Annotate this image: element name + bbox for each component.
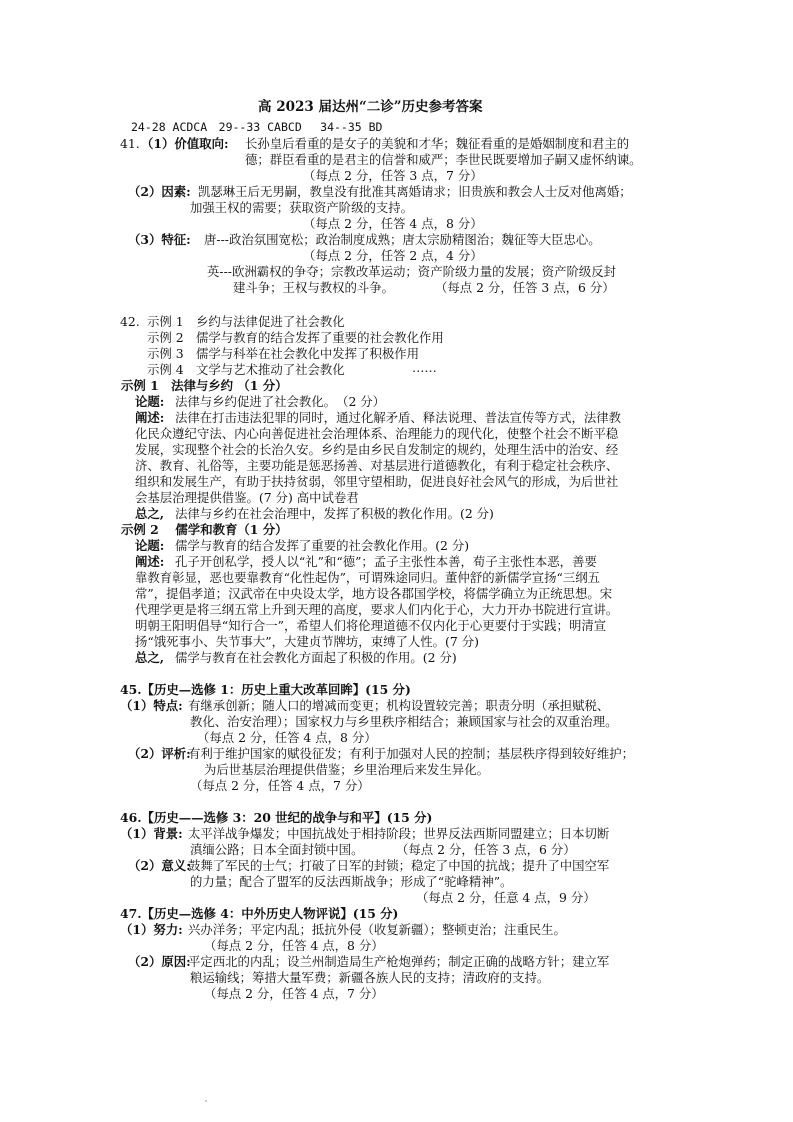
q42-example-3: 示例 3 儒学与科举在社会教化中发挥了积极作用	[147, 346, 420, 361]
q42-sample1-thesis: 法律与乡约促进了社会教化。 （2 分）	[175, 394, 386, 409]
q45-p2-score: （每点 2 分，任答 4 点，7 分）	[190, 778, 370, 793]
q41-p3-score2: （每点 2 分，任答 3 点，6 分）	[435, 280, 615, 295]
q41-p2-line2: 加强王权的需要；获取资产阶级的支持。	[190, 200, 414, 215]
q45-p2-line1: 有利于维护国家的赋役征发；有利于加强对人民的控制；基层秩序得到较好维护；	[188, 746, 635, 761]
q42-sample1-heading: 示例 1 法律与乡约 （1 分）	[121, 378, 288, 393]
q45-heading: 45.【历史—选修 1：历史上重大改革回眸】(15 分)	[120, 682, 411, 697]
q42-sample1-line4: 济、教育、礼俗等，主要功能是惩恶扬善、对基层进行道德教化，有利于稳定社会秩序、	[135, 458, 619, 473]
q41-p1-line1: 长孙皇后看重的是女子的美貌和才华；魏征看重的是婚姻制度和君主的	[245, 136, 630, 151]
q47-p1-label: （1）努力:	[120, 922, 183, 937]
q46-heading: 46.【历史——选修 3：20 世纪的战争与和平】(15 分)	[120, 810, 433, 825]
q47-p2-line1: 平定西北的内乱；设兰州制造局生产枪炮弹药；制定正确的战略方针；建立军	[188, 954, 610, 969]
q42-sample2-line2: 靠教育彰显，恶也要靠教育“化性起伪”，可谓殊途同归。董仲舒的新儒学宣扬“三纲五	[135, 570, 601, 585]
q46-p2-line1: 鼓舞了军民的士气；打破了日军的封锁；稳定了中国的抗战；提升了中国空军	[188, 858, 610, 873]
q42-sample2-thesis: 儒学与教育的结合发挥了重要的社会教化作用。(2 分)	[175, 538, 470, 553]
q42-sample2-thesis-label: 论题:	[135, 538, 165, 553]
q46-p2-label: （2）意义:	[128, 858, 191, 873]
q41-p3-label: （3）特征:	[128, 232, 191, 247]
q41-p2-label: （2）因素:	[128, 184, 191, 199]
q42-sample1-arg-label: 阐述:	[135, 410, 165, 425]
q42-number: 42.	[120, 314, 140, 329]
q41-p2-score: （每点 2 分，任答 4 点，8 分）	[303, 216, 483, 231]
q41-p3-line1: 唐---政治氛围宽松；政治制度成熟；唐太宗励精图治；魏征等大臣忠心。	[204, 232, 601, 247]
q47-p1-line1: 兴办洋务；平定内乱；抵抗外侵（收复新疆）；整顿吏治；注重民生。	[188, 922, 566, 937]
q41-p3-line3: 建斗争；王权与教权的斗争。	[233, 280, 395, 295]
q42-example-2: 示例 2 儒学与教育的结合发挥了重要的社会教化作用	[147, 330, 444, 345]
q42-sample1-summary-label: 总之,	[135, 506, 165, 521]
q45-p2-label: （2）评析:	[128, 746, 191, 761]
q42-sample2-heading: 示例 2 儒学和教育（1 分）	[121, 522, 288, 537]
q41-number: 41.	[120, 136, 140, 151]
q42-sample2-line6: 扬“饿死事小、失节事大”，大建贞节牌坊，束缚了人性。(7 分)	[135, 634, 479, 649]
answer-key-line: 24-28 ACDCA 29--33 CABCD 34--35 BD	[131, 120, 383, 134]
q41-p3-score1: （每点 2 分，任答 2 点，4 分）	[303, 248, 483, 263]
page-title: 高 2023 届达州“二诊”历史参考答案	[258, 99, 483, 115]
q47-p2-line2: 粮运输线；筹措大量军费；新疆各族人民的支持；清政府的支持。	[190, 970, 550, 985]
q46-p1-label: （1）背景:	[120, 826, 183, 841]
q42-sample2-line5: 明朝王阳明倡导“知行合一”，希望人们将伦理道德不仅内化于心更要付于实践；明清宣	[135, 618, 607, 633]
q45-p2-line2: 为后世基层治理提供借鉴；乡里治理后来发生异化。	[204, 762, 489, 777]
q41-p1-label: （1）价值取向:	[141, 136, 229, 151]
q42-sample2-line3: 常”，提倡孝道；汉武帝在中央设太学，地方设各郡国学校，将儒学确立为正统思想。宋	[135, 586, 613, 601]
q42-sample2-line4: 代理学更是将三纲五常上升到天理的高度，要求人们内化于心，大力开办书院进行宣讲。	[135, 602, 619, 617]
q42-example-1: 示例 1 乡约与法律促进了社会教化	[147, 314, 345, 329]
q42-example-4: 示例 4 文学与艺术推动了社会教化	[147, 362, 345, 377]
q46-p1-line2: 滇缅公路；日本全面封锁中国。	[190, 842, 364, 857]
q47-p1-score: （每点 2 分，任答 4 点，8 分）	[204, 938, 384, 953]
q42-sample2-arg-label: 阐述:	[135, 554, 165, 569]
q42-sample2-line1: 孔子开创私学，授人以“礼”和“德”；孟子主张性本善，荀子主张性本恶，善要	[175, 554, 597, 569]
q42-sample2-summary-label: 总之,	[135, 650, 165, 665]
q46-p1-line1: 太平洋战争爆发；中国抗战处于相持阶段；世界反法西斯同盟建立；日本切断	[188, 826, 610, 841]
q47-p2-score: （每点 2 分，任答 4 点，7 分）	[204, 986, 384, 1001]
scan-speck	[205, 1100, 207, 1102]
q42-sample1-summary: 法律与乡约在社会治理中，发挥了积极的教化作用。(2 分)	[175, 506, 494, 521]
q45-p1-score: （每点 2 分，任答 4 点，8 分）	[197, 730, 377, 745]
q41-p3-line2: 英---欧洲霸权的争夺；宗教改革运动；资产阶级力量的发展；资产阶级反封	[207, 264, 617, 279]
q42-sample1-line3: 发展，实现整个社会的长治久安。乡约是由乡民自发制定的规约，处理生活中的治安、经	[135, 442, 619, 457]
q42-sample1-line6: 会基层治理提供借鉴。(7 分) 高中试卷君	[135, 490, 359, 505]
q46-p2-score: （每点 2 分，任意 4 点，9 分）	[416, 890, 596, 905]
q42-sample1-thesis-label: 论题:	[135, 394, 165, 409]
q42-sample1-line2: 化民众遵纪守法、内心向善促进社会治理体系、治理能力的现代化，使整个社会不断平稳	[135, 426, 619, 441]
q41-p1-score: （每点 2 分，任答 3 点，7 分）	[303, 168, 483, 183]
q41-p1-line2: 德；群臣看重的是君主的信誉和威严；李世民既要增加子嗣又虚怀纳谏。	[245, 152, 642, 167]
q45-p1-label: （1）特点:	[120, 698, 183, 713]
q42-ellipsis: ……	[412, 360, 437, 375]
q42-sample1-line5: 组织和发展生产，有助于扶持贫弱，邻里守望相助，促进良好社会风气的形成，为后世社	[135, 474, 619, 489]
q42-sample1-line1: 法律在打击违法犯罪的同时，通过化解矛盾、释法说理、普法宣传等方式，法律教	[175, 410, 622, 425]
q45-p1-line1: 有继承创新；随人口的增减而变更；机构设置较完善；职责分明（承担赋税、	[188, 698, 610, 713]
q46-p1-score: （每点 2 分，任答 3 点，6 分）	[396, 842, 576, 857]
q47-heading: 47.【历史—选修 4：中外历史人物评说】(15 分)	[120, 906, 399, 921]
q41-p2-line1: 凯瑟琳王后无男嗣，教皇没有批准其离婚请求；旧贵族和教会人士反对他离婚；	[198, 184, 632, 199]
q47-p2-label: （2）原因:	[128, 954, 191, 969]
q45-p1-line2: 教化、治安治理）；国家权力与乡里秩序相结合；兼顾国家与社会的双重治理。	[190, 714, 618, 729]
q42-sample2-summary: 儒学与教育在社会教化方面起了积极的作用。(2 分)	[175, 650, 457, 665]
q46-p2-line2: 的力量；配合了盟军的反法西斯战争；形成了“驼峰精神”。	[190, 874, 513, 889]
